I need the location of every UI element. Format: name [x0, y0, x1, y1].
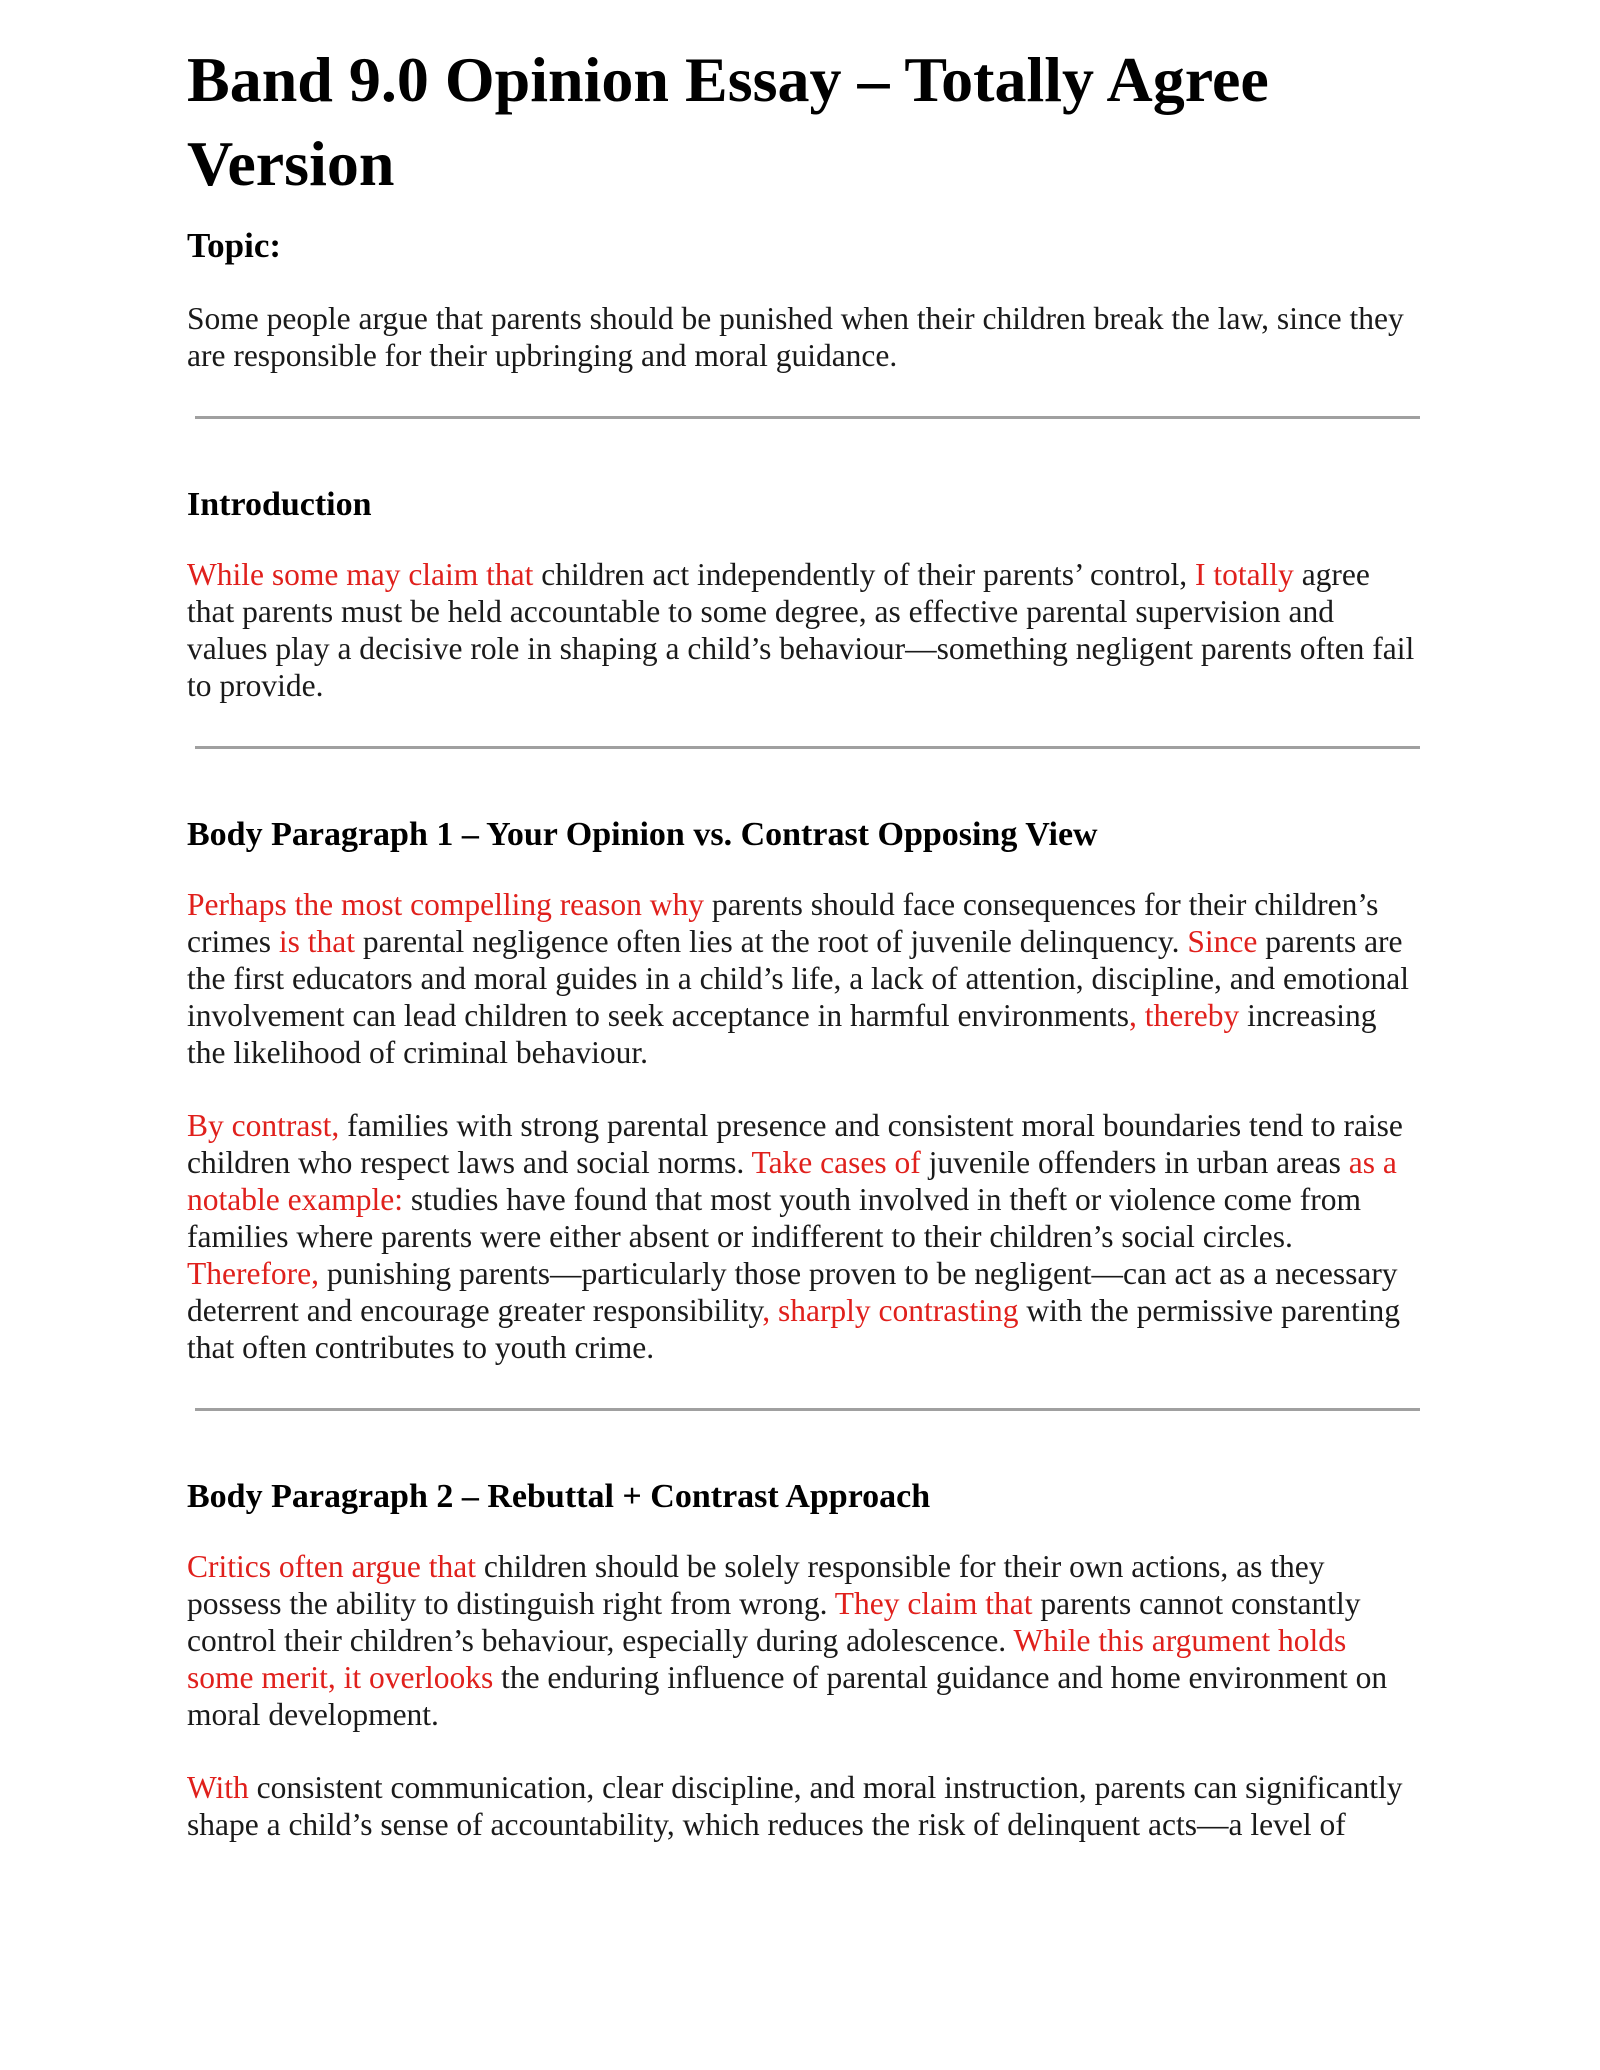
highlighted-phrase: While some may claim that [187, 557, 534, 592]
highlighted-phrase: , sharply contrasting [762, 1293, 1019, 1328]
divider [195, 1408, 1420, 1411]
page-title: Band 9.0 Opinion Essay – Totally Agree Version [187, 44, 1269, 199]
highlighted-phrase: as a notable example: [187, 1145, 1397, 1217]
highlighted-phrase: Therefore, [187, 1256, 320, 1291]
body-2-paragraph-1 [187, 1548, 1417, 1733]
introduction-paragraph [187, 556, 1417, 704]
body-text: punishing parents—particularly those proven to be negligent—can act as a necessary deterrent and encourage greater responsibility [187, 1256, 1398, 1328]
highlighted-phrase: While this argument holds some merit, it overlooks [187, 1623, 1347, 1695]
body-text: parents cannot constantly control their children’s behaviour, especially during adolescence. [187, 1586, 1361, 1658]
body-text: consistent communication, clear discipline, and moral instruction, parents can significantly shape a child’s sense of accountability, which reduces the risk of delinquent acts—a level of [187, 1770, 1403, 1842]
highlighted-phrase: , thereby [1129, 998, 1240, 1033]
body-text: parental negligence often lies at the root of juvenile delinquency. [354, 924, 1188, 959]
highlighted-phrase: Critics often argue that [187, 1549, 476, 1584]
body-text: children act independently of their parents’ control, [533, 557, 1195, 592]
topic-text: Some people argue that parents should be punished when their children break the law, since they are responsible for their upbringing and moral guidance. [187, 301, 1404, 373]
body-text: studies have found that most youth involved in theft or violence come from families where parents were either absent or indifferent to their children’s social circles. [187, 1182, 1361, 1254]
highlighted-phrase: By contrast, [187, 1108, 340, 1143]
section-heading-introduction: Introduction [187, 486, 372, 523]
section-heading-body-2: Body Paragraph 2 – Rebuttal + Contrast Approach [187, 1478, 931, 1515]
body-1-paragraph-1 [187, 886, 1417, 1071]
section-heading-body-1: Body Paragraph 1 – Your Opinion vs. Contrast Opposing View [187, 816, 1098, 853]
divider [195, 746, 1420, 749]
body-text: parents should face consequences for their children’s crimes [187, 887, 1379, 959]
highlighted-phrase: Since [1187, 924, 1258, 959]
highlighted-phrase: is that [278, 924, 355, 959]
highlighted-phrase: Take cases of [751, 1145, 921, 1180]
divider [195, 416, 1420, 419]
highlighted-phrase: With [187, 1770, 249, 1805]
body-text: agree that parents must be held accountable to some degree, as effective parental supervision and values play a decisive role in shaping a child’s behaviour—something negligent parents often fail to provide. [187, 557, 1415, 703]
body-1-paragraph-2 [187, 1107, 1417, 1366]
body-2-paragraph-2 [187, 1769, 1417, 1843]
topic-label: Topic: [187, 226, 282, 265]
highlighted-phrase: Perhaps the most compelling reason why [187, 887, 705, 922]
body-text: parents are the first educators and moral guides in a child’s life, a lack of attention, discipline, and emotional involvement can lead children to seek acceptance in harmful environments [187, 924, 1410, 1033]
body-text: juvenile offenders in urban areas [920, 1145, 1349, 1180]
body-text: the enduring influence of parental guidance and home environment on moral development. [187, 1660, 1388, 1732]
body-text: families with strong parental presence and consistent moral boundaries tend to raise children who respect laws and social norms. [187, 1108, 1403, 1180]
body-text: children should be solely responsible for their own actions, as they possess the ability to distinguish right from wrong. [187, 1549, 1325, 1621]
body-text: with the permissive parenting that often contributes to youth crime. [187, 1293, 1400, 1365]
essay-page [187, 0, 1417, 1843]
highlighted-phrase: I totally [1194, 557, 1294, 592]
body-text: increasing the likelihood of criminal behaviour. [187, 998, 1377, 1070]
highlighted-phrase: They claim that [834, 1586, 1033, 1621]
